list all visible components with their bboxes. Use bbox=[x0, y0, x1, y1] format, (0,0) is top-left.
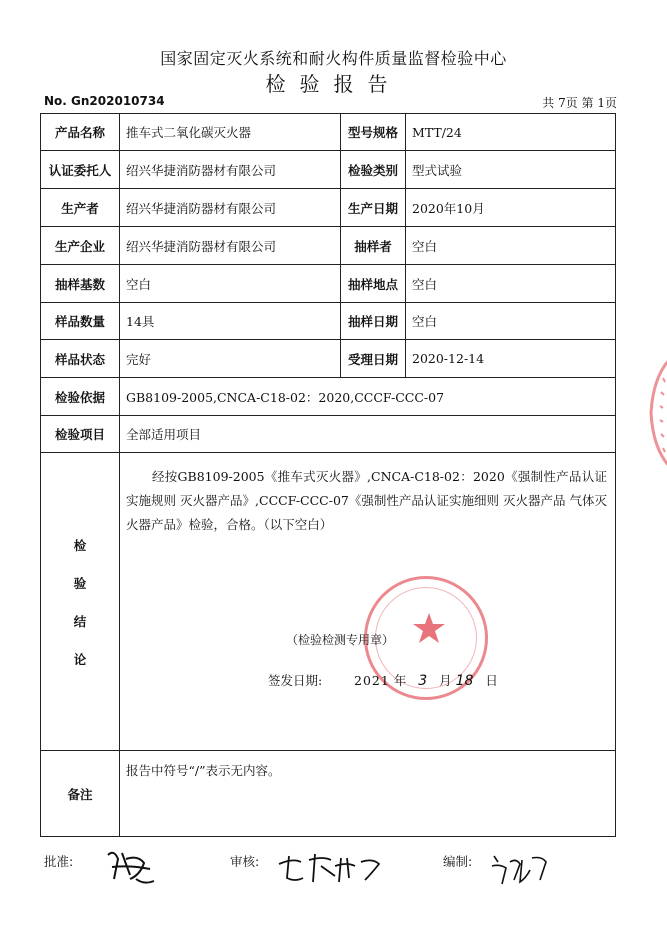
review-label: 审核: bbox=[230, 854, 260, 869]
page-count: 共 7页 第 1页 bbox=[542, 96, 617, 110]
conclusion-label-char: 结 bbox=[73, 613, 87, 629]
table-row bbox=[41, 340, 616, 378]
issue-month: 3 bbox=[418, 673, 428, 689]
sample-place-value: 空白 bbox=[406, 265, 616, 303]
accept-date-label: 受理日期 bbox=[341, 340, 406, 378]
conclusion-row bbox=[41, 453, 616, 751]
table-row bbox=[41, 189, 616, 227]
table-row bbox=[41, 303, 616, 340]
sample-base-value: 空白 bbox=[120, 265, 341, 303]
client-label: 认证委托人 bbox=[41, 151, 120, 189]
enterprise-value: 绍兴华捷消防器材有限公司 bbox=[120, 227, 341, 265]
sample-date-value: 空白 bbox=[406, 303, 616, 340]
sample-quantity-value: 14具 bbox=[120, 303, 341, 340]
sample-state-label: 样品状态 bbox=[41, 340, 120, 378]
table-row bbox=[41, 265, 616, 303]
model-value: MTT/24 bbox=[406, 114, 616, 151]
sample-place-label: 抽样地点 bbox=[341, 265, 406, 303]
basis-label: 检验依据 bbox=[41, 378, 120, 416]
remark-cell bbox=[120, 751, 616, 837]
items-value: 全部适用项目 bbox=[120, 416, 616, 453]
sampler-value: 空白 bbox=[406, 227, 616, 265]
sampler-label: 抽样者 bbox=[341, 227, 406, 265]
remark-label: 备注 bbox=[41, 751, 120, 837]
producer-label: 生产者 bbox=[41, 189, 120, 227]
sample-state-value: 完好 bbox=[120, 340, 341, 378]
stamp-note: （检验检测专用章） bbox=[286, 633, 395, 647]
enterprise-label: 生产企业 bbox=[41, 227, 120, 265]
production-date-label: 生产日期 bbox=[341, 189, 406, 227]
model-label: 型号规格 bbox=[341, 114, 406, 151]
remark-row bbox=[41, 751, 616, 837]
remark-text: 报告中符号“/”表示无内容。 bbox=[126, 763, 281, 778]
seal-fragment-icon bbox=[643, 358, 667, 468]
test-type-value: 型式试验 bbox=[406, 151, 616, 189]
compile-label: 编制: bbox=[443, 854, 473, 869]
review-signature bbox=[275, 848, 385, 890]
approve-signature bbox=[100, 845, 160, 890]
report-table bbox=[40, 113, 616, 837]
issue-day-char: 日 bbox=[485, 673, 498, 688]
conclusion-label-char: 检 bbox=[73, 537, 87, 553]
table-row bbox=[41, 114, 616, 151]
sample-date-label: 抽样日期 bbox=[341, 303, 406, 340]
issue-year: 2021 bbox=[354, 673, 390, 688]
conclusion-label-char: 论 bbox=[73, 651, 87, 667]
product-name-label: 产品名称 bbox=[41, 114, 120, 151]
table-row bbox=[41, 378, 616, 416]
conclusion-label-char: 验 bbox=[73, 575, 87, 591]
production-date-value: 2020年10月 bbox=[406, 189, 616, 227]
table-row bbox=[41, 416, 616, 453]
report-title: 检验报告 bbox=[265, 72, 402, 96]
client-value: 绍兴华捷消防器材有限公司 bbox=[120, 151, 341, 189]
conclusion-cell bbox=[120, 453, 616, 751]
table-row bbox=[41, 151, 616, 189]
sample-base-label: 抽样基数 bbox=[41, 265, 120, 303]
issue-year-char: 年 bbox=[393, 673, 407, 688]
basis-value: GB8109-2005,CNCA-C18-02：2020,CCCF-CCC-07 bbox=[120, 378, 616, 416]
product-name-value: 推车式二氧化碳灭火器 bbox=[120, 114, 341, 151]
test-type-label: 检验类别 bbox=[341, 151, 406, 189]
issue-date-label: 签发日期: bbox=[268, 673, 323, 688]
issue-month-char: 月 bbox=[439, 673, 452, 688]
issue-day: 18 bbox=[455, 673, 474, 689]
conclusion-label bbox=[41, 453, 120, 751]
producer-value: 绍兴华捷消防器材有限公司 bbox=[120, 189, 341, 227]
table-row bbox=[41, 227, 616, 265]
sample-quantity-label: 样品数量 bbox=[41, 303, 120, 340]
conclusion-text: 经按GB8109-2005《推车式灭火器》,CNCA-C18-02：2020《强制性产品认证实施规则 灭火器产品》,CCCF-CCC-07《强制性产品认证实施细则 灭火器产品 气体灭火器产品》检验，合格。（以下空白） bbox=[126, 469, 607, 532]
compile-signature bbox=[490, 850, 550, 890]
approve-label: 批准: bbox=[44, 854, 74, 869]
organization-name: 国家固定灭火系统和耐火构件质量监督检验中心 bbox=[160, 49, 507, 68]
seal-star-icon bbox=[411, 611, 447, 647]
issue-date bbox=[268, 671, 498, 689]
items-label: 检验项目 bbox=[41, 416, 120, 453]
accept-date-value: 2020-12-14 bbox=[406, 340, 616, 378]
report-number: No. Gn202010734 bbox=[44, 94, 165, 108]
